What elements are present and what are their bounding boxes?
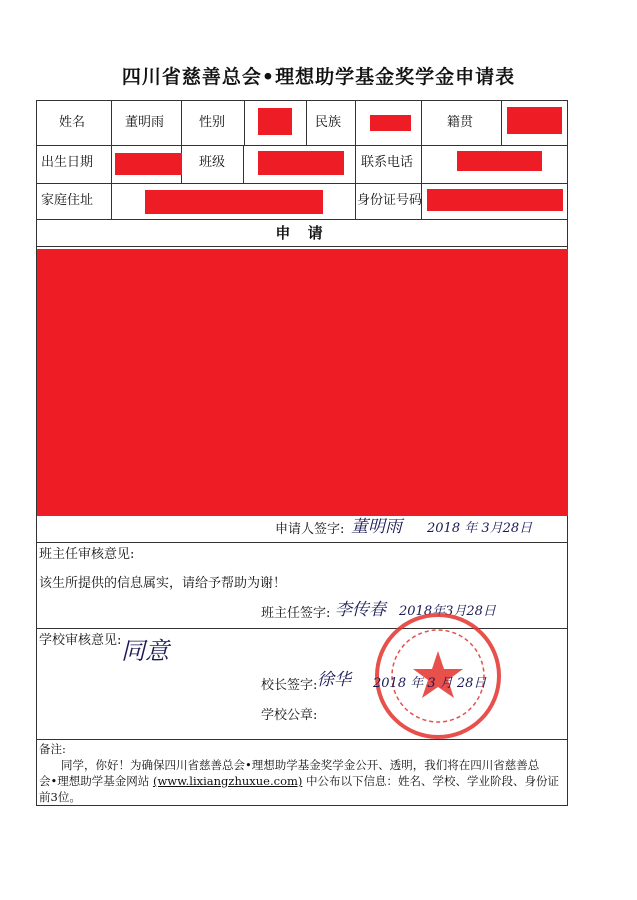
phone-redaction	[457, 151, 542, 171]
name-value: 董明雨	[125, 115, 165, 130]
row-divider	[37, 219, 567, 220]
class-redaction	[258, 151, 344, 175]
principal-signature: 徐华	[317, 670, 351, 690]
notes-line-2a: 会•理想助学基金网站	[39, 774, 150, 788]
teacher-review-text: 该生所提供的信息属实，请给予帮助为谢！	[39, 576, 287, 591]
applicant-sign-label: 申请人签字:	[275, 522, 345, 537]
row-divider	[37, 542, 567, 543]
teacher-sign-label: 班主任签字:	[261, 606, 331, 621]
col-divider	[501, 101, 502, 145]
name-label: 姓名	[59, 115, 86, 130]
origin-redaction	[507, 107, 562, 134]
teacher-review-label: 班主任审核意见:	[39, 547, 135, 562]
class-label: 班级	[199, 155, 226, 170]
birth-redaction	[115, 153, 182, 175]
applicant-date: 2018 年 3月28日	[427, 521, 533, 536]
application-form	[36, 100, 568, 806]
gender-redaction	[258, 108, 292, 135]
row-divider	[37, 183, 567, 184]
col-divider	[355, 101, 356, 219]
notes-line-2b: 中公布以下信息：姓名、学校、学业阶段、身份证	[306, 774, 560, 788]
applicant-signature: 董明雨	[351, 517, 402, 537]
application-text-redaction	[37, 249, 568, 516]
address-redaction	[145, 190, 323, 214]
col-divider	[111, 101, 112, 219]
teacher-signature: 李传春	[335, 600, 386, 620]
col-divider	[244, 101, 245, 145]
address-label: 家庭住址	[41, 193, 94, 208]
principal-sign-label: 校长签字:	[261, 678, 318, 693]
teacher-date: 2018年3月28日	[399, 604, 496, 619]
application-heading: 申 请	[275, 224, 329, 242]
school-review-label: 学校审核意见:	[39, 633, 122, 648]
form-title: 四川省慈善总会•理想助学基金奖学金申请表	[121, 66, 516, 88]
origin-label: 籍贯	[447, 115, 474, 130]
ethnicity-redaction	[370, 115, 411, 131]
birth-label: 出生日期	[41, 155, 94, 170]
notes-line-2	[39, 773, 564, 789]
seal-label: 学校公章:	[261, 708, 318, 723]
col-divider	[243, 145, 244, 183]
id-redaction	[427, 189, 563, 211]
phone-label: 联系电话	[361, 155, 414, 170]
principal-date: 2018 年 3 月 28日	[373, 676, 487, 691]
notes-line-3: 前3位。	[39, 790, 81, 804]
row-divider	[37, 739, 567, 740]
id-label: 身份证号码	[357, 193, 423, 208]
col-divider	[306, 101, 307, 145]
school-opinion: 同意	[121, 637, 169, 665]
row-divider	[37, 246, 567, 247]
notes-line-1: 同学，你好！为确保四川省慈善总会•理想助学基金奖学金公开、透明，我们将在四川省慈善总	[61, 758, 540, 772]
row-divider	[37, 145, 567, 146]
gender-label: 性别	[199, 115, 226, 130]
notes-label: 备注:	[39, 742, 66, 756]
website-link[interactable]: (www.lixiangzhuxue.com)	[152, 774, 303, 788]
ethnicity-label: 民族	[315, 115, 342, 130]
